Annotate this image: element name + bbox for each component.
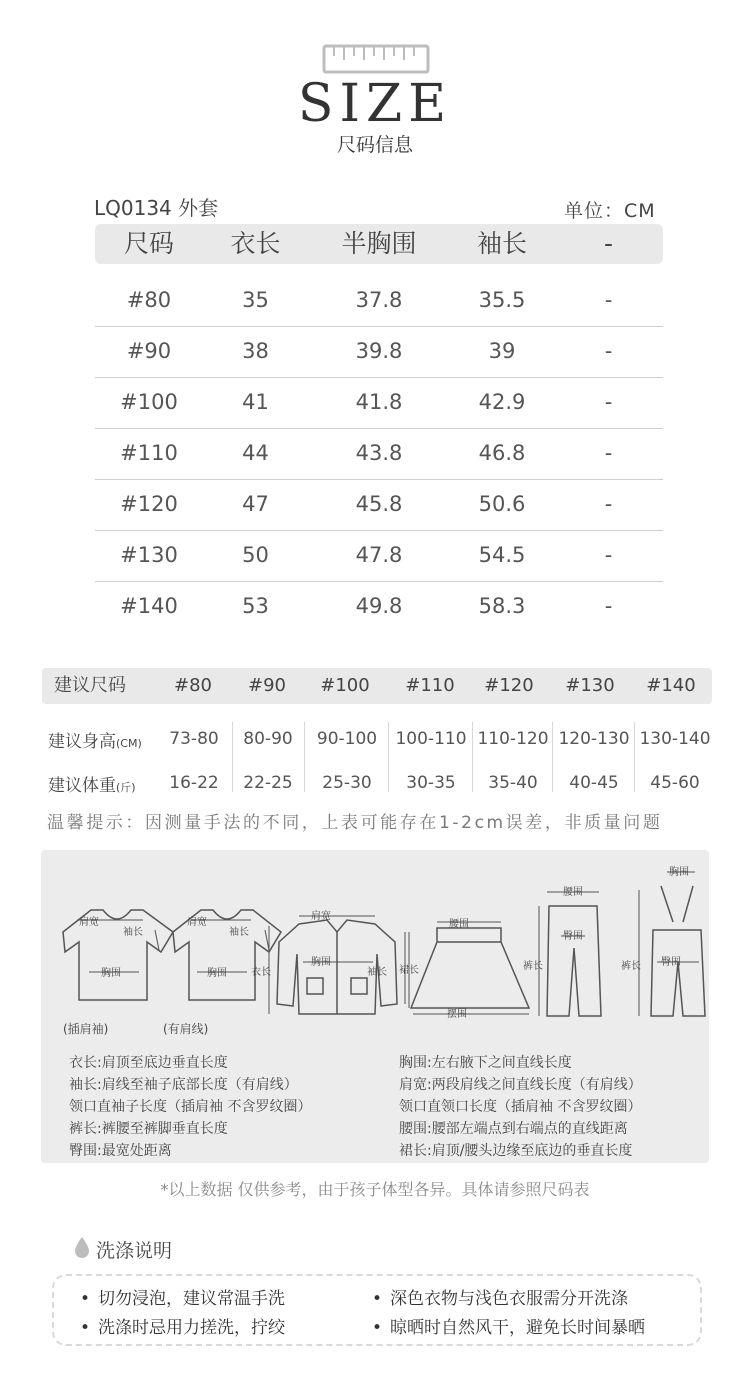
recommend-size: #110 [405, 675, 455, 696]
footnote: *以上数据 仅供参考，由于孩子体型各异。具体请参照尺码表 [160, 1180, 590, 1199]
cell-length: 47 [242, 492, 269, 516]
cell-size: #120 [120, 492, 178, 516]
measurement-panel [41, 850, 709, 1163]
label-pants: 裤长 [523, 961, 543, 972]
weight-value: 22-25 [243, 773, 293, 793]
overalls-icon [661, 886, 693, 922]
cell-length: 53 [242, 594, 269, 618]
col-header-half-chest: 半胸围 [341, 229, 417, 258]
cell-size: #110 [120, 441, 178, 465]
table-row [95, 327, 663, 378]
weight-value: 45-60 [650, 773, 700, 793]
cell-chest: 37.8 [355, 288, 403, 312]
height-value: 120-130 [558, 729, 630, 749]
desc-right: 腰围:腰部左端点到右端点的直线距离 [399, 1121, 628, 1137]
label-hem: 摆围 [447, 1009, 467, 1020]
wash-item: • 晾晒时自然风干，避免长时间暴晒 [372, 1313, 645, 1338]
cell-chest: 47.8 [355, 543, 403, 567]
ruler-icon [322, 44, 430, 76]
divider [634, 722, 635, 792]
cell-blank: - [604, 492, 613, 516]
cell-sleeve: 54.5 [478, 543, 526, 567]
height-value: 100-110 [395, 729, 467, 749]
table-row [95, 429, 663, 480]
product-code: LQ0134 外套 [94, 196, 219, 220]
size-table-body [95, 276, 663, 632]
table-row [95, 582, 663, 632]
table-row [95, 276, 663, 327]
unit-label: 单位：CM [564, 200, 656, 222]
cell-blank: - [604, 288, 613, 312]
desc-left: 臀围:最宽处距离 [69, 1143, 172, 1159]
col-header-sleeve: 袖长 [476, 229, 527, 258]
cell-sleeve: 39 [488, 339, 516, 363]
desc-left: 领口直袖子长度（插肩袖 不含罗纹圈） [69, 1099, 312, 1115]
cell-chest: 41.8 [355, 390, 403, 414]
cell-chest: 43.8 [355, 441, 403, 465]
desc-right: 胸围:左右腋下之间直线长度 [399, 1055, 572, 1071]
cell-blank: - [604, 339, 613, 363]
weight-value: 30-35 [406, 773, 456, 793]
wash-item: • 深色衣物与浅色衣服需分开洗涤 [372, 1284, 628, 1309]
cell-length: 38 [242, 339, 269, 363]
cell-sleeve: 35.5 [478, 288, 526, 312]
cell-size: #130 [120, 543, 178, 567]
weight-value: 25-30 [322, 773, 372, 793]
recommend-header [42, 668, 712, 704]
recommend-size: #90 [248, 675, 286, 696]
cell-sleeve: 42.9 [478, 390, 526, 414]
label-skirt: 裙长 [399, 965, 419, 976]
water-drop-icon [73, 1236, 91, 1260]
desc-right: 肩宽:两段肩线之间直线长度（有肩线） [399, 1077, 642, 1093]
cell-chest: 39.8 [355, 339, 403, 363]
label-chest: 胸围 [207, 968, 227, 979]
weight-label: 建议体重(斤) [48, 776, 136, 796]
height-value: 90-100 [316, 729, 378, 749]
desc-left: 裤长:裤腰至裤脚垂直长度 [69, 1121, 228, 1137]
cell-length: 35 [242, 288, 269, 312]
cell-length: 41 [242, 390, 269, 414]
tip-text: 温馨提示：因测量手法的不同，上表可能存在1-2cm误差，非质量问题 [47, 813, 663, 833]
label-sleeve: 袖长 [229, 927, 249, 938]
label-chest: 胸围 [311, 957, 331, 968]
label-thigh: 臀围 [563, 931, 583, 942]
col-header-length: 衣长 [230, 229, 281, 258]
desc-left: 衣长:肩顶至底边垂直长度 [69, 1055, 228, 1071]
wash-item: • 切勿浸泡，建议常温手洗 [80, 1284, 285, 1309]
recommend-size: #120 [484, 675, 534, 696]
col-header-size: 尺码 [123, 229, 174, 258]
recommend-size: #100 [320, 675, 370, 696]
label-shoulder: 肩宽 [311, 911, 331, 922]
desc-right: 裙长:肩顶/腰头边缘至底边的垂直长度 [399, 1143, 633, 1159]
height-value: 73-80 [169, 729, 219, 749]
label-shoulder: 肩宽 [187, 917, 207, 928]
label-pants: 裤长 [621, 961, 641, 972]
label-chest: 胸围 [669, 867, 689, 878]
weight-value: 16-22 [169, 773, 219, 793]
label-sleeve: 袖长 [123, 927, 143, 938]
height-label: 建议身高(CM) [48, 732, 142, 752]
skirt-icon [411, 928, 529, 1008]
recommend-size: #80 [174, 675, 212, 696]
cell-size: #100 [120, 390, 178, 414]
pants-icon [547, 906, 601, 1016]
label-shoulder: 肩宽 [79, 917, 99, 928]
label-waist: 腰围 [563, 887, 583, 898]
table-row [95, 531, 663, 582]
cell-sleeve: 50.6 [478, 492, 526, 516]
cell-sleeve: 58.3 [478, 594, 526, 618]
table-row [95, 378, 663, 429]
cell-blank: - [604, 390, 613, 414]
cell-chest: 45.8 [355, 492, 403, 516]
weight-value: 40-45 [569, 773, 619, 793]
divider [388, 722, 389, 792]
weight-value: 35-40 [488, 773, 538, 793]
cell-size: #90 [126, 339, 172, 363]
label-sleeve: 袖长 [367, 967, 387, 978]
recommend-size: #130 [565, 675, 615, 696]
cell-length: 50 [242, 543, 269, 567]
wash-instructions [52, 1274, 702, 1346]
cell-length: 44 [242, 441, 269, 465]
label-raglan: (插肩袖) [63, 1022, 109, 1036]
height-value: 110-120 [477, 729, 549, 749]
size-table-header [95, 224, 663, 264]
table-row [95, 480, 663, 531]
height-value: 80-90 [243, 729, 293, 749]
cell-blank: - [604, 441, 613, 465]
cell-size: #80 [126, 288, 172, 312]
label-chest: 胸围 [101, 968, 121, 979]
label-length: 衣长 [251, 967, 271, 978]
size-title: SIZE [297, 74, 453, 134]
wash-title: 洗涤说明 [96, 1240, 173, 1262]
desc-left: 袖长:肩线至袖子底部长度（有肩线） [69, 1077, 298, 1093]
garment-diagrams [41, 850, 709, 1050]
cell-blank: - [604, 543, 613, 567]
cell-blank: - [604, 594, 613, 618]
height-value: 130-140 [639, 729, 711, 749]
cell-sleeve: 46.8 [478, 441, 526, 465]
col-header-blank: - [603, 229, 614, 258]
label-set-in: (有肩线) [163, 1022, 209, 1036]
size-subtitle: 尺码信息 [336, 134, 413, 156]
label-thigh: 臀围 [661, 957, 681, 968]
divider [232, 722, 233, 792]
recommend-size-label: 建议尺码 [54, 675, 126, 696]
cell-chest: 49.8 [355, 594, 403, 618]
desc-right: 领口直领口长度（插肩袖 不含罗纹圈） [399, 1099, 642, 1115]
label-waist: 腰围 [449, 919, 469, 930]
wash-item: • 洗涤时忌用力搓洗，拧绞 [80, 1313, 285, 1338]
divider [304, 722, 305, 792]
cell-size: #140 [120, 594, 178, 618]
recommend-size: #140 [646, 675, 696, 696]
